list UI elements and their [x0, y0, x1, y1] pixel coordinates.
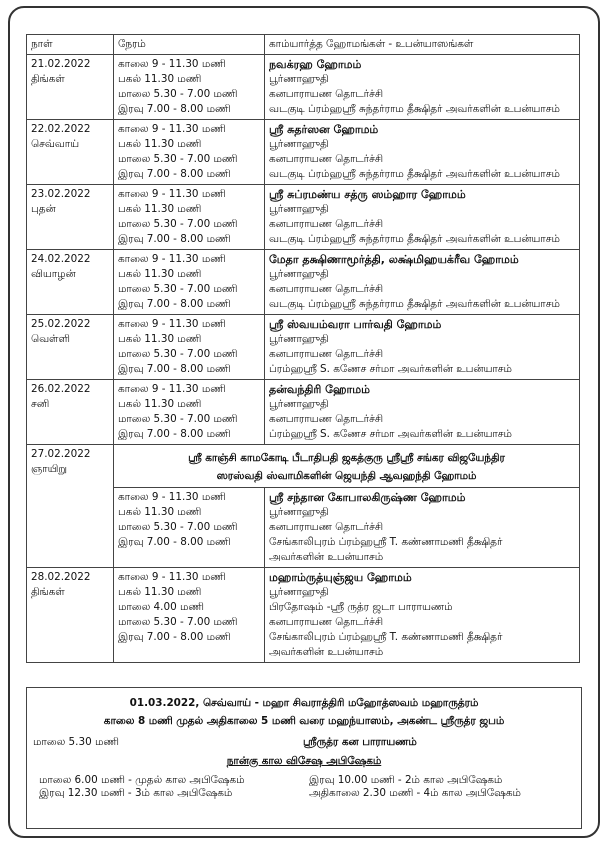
line-text: மாலை 5.30 - 7.00 மணி — [118, 348, 238, 360]
event-cell — [265, 185, 580, 250]
line-text: இரவு 7.00 - 8.00 மணி — [118, 536, 231, 548]
day: திங்கள் — [31, 73, 65, 85]
date-cell — [27, 120, 114, 185]
shivaratri-title: 01.03.2022, செவ்வாய் - மஹா சிவராத்திரி மஹோத்ஸவம் மஹாருத்ரம் — [129, 697, 479, 709]
line-text: மாலை 5.30 - 7.00 மணி — [118, 88, 238, 100]
line-text: பிரதோஷம் -ஸ்ரீ ருத்ர ஜடா பாராயணம் — [269, 601, 453, 613]
time-cell — [114, 120, 265, 185]
line-text: வடகுடி ப்ரம்ஹஸ்ரீ சுந்தர்ராம தீக்ஷிதர் அவர்களின் உபன்யாசம் — [269, 168, 560, 180]
header-time: நேரம் — [114, 35, 265, 55]
line-text: கனபாராயண தொடர்ச்சி — [269, 521, 383, 533]
line-text: இரவு 7.00 - 8.00 மணி — [118, 428, 231, 440]
event-cell — [265, 55, 580, 120]
line-text: அவர்களின் உபன்யாசம் — [269, 551, 384, 563]
table-row — [27, 185, 580, 250]
line-text: பூர்ணாஹுதி — [269, 203, 329, 215]
line-text: காலை 9 - 11.30 மணி — [118, 383, 226, 395]
line-text: மாலை 4.00 மணி — [118, 601, 204, 613]
date-cell — [27, 250, 114, 315]
time-cell — [114, 55, 265, 120]
line-text: இரவு 7.00 - 8.00 மணி — [118, 233, 231, 245]
date-cell — [27, 380, 114, 445]
shivaratri-time: மாலை 5.30 மணி — [33, 736, 119, 748]
date-cell — [27, 185, 114, 250]
date: 21.02.2022 — [31, 58, 91, 70]
line-text: வடகுடி ப்ரம்ஹஸ்ரீ சுந்தர்ராம தீக்ஷிதர் அவர்களின் உபன்யாசம் — [269, 233, 560, 245]
line-text: ஸ்ரீ சுதர்ஸன ஹோமம் — [269, 123, 379, 136]
line-text: காலை 9 - 11.30 மணி — [118, 188, 226, 200]
date: 22.02.2022 — [31, 123, 91, 135]
line-text: பகல் 11.30 மணி — [118, 398, 202, 410]
table-row — [27, 250, 580, 315]
line-text: ஸ்ரீ ஸ்வயம்வரா பார்வதி ஹோமம் — [269, 318, 442, 331]
time-cell — [114, 250, 265, 315]
line-text: இரவு 7.00 - 8.00 மணி — [118, 298, 231, 310]
line-text: பகல் 11.30 மணி — [118, 203, 202, 215]
abhishekam-row-1 — [27, 774, 581, 787]
header-date: நாள் — [27, 35, 114, 55]
line-text: ஸ்ரீ சுப்ரமண்ய சத்ரு ஸம்ஹார ஹோமம் — [269, 188, 466, 201]
shivaratri-event-row — [27, 736, 581, 749]
header-row — [27, 35, 580, 55]
event-cell — [265, 250, 580, 315]
line-text: பகல் 11.30 மணி — [118, 268, 202, 280]
time-cell — [114, 315, 265, 380]
date: 26.02.2022 — [31, 383, 91, 395]
line-text: காலை 9 - 11.30 மணி — [118, 491, 226, 503]
header-events: காம்யார்த்த ஹோமங்கள் - உபன்யாஸங்கள் — [265, 35, 580, 55]
schedule-table — [26, 34, 580, 663]
line-text: சேங்காலிபுரம் ப்ரம்ஹஸ்ரீ T. கண்ணாமணி தீக்ஷிதர் — [269, 536, 503, 548]
line-text: இரவு 7.00 - 8.00 மணி — [118, 168, 231, 180]
line-text: மஹாம்ருத்யுஞ்ஜய ஹோமம் — [269, 571, 412, 584]
note-row — [27, 445, 580, 488]
kalam-1: மாலை 6.00 மணி - முதல் கால அபிஷேகம் — [39, 774, 245, 786]
line-text: சேங்காலிபுரம் ப்ரம்ஹஸ்ரீ T. கண்ணாமணி தீக்ஷிதர் — [269, 631, 503, 643]
line-text: மாலை 5.30 - 7.00 மணி — [118, 283, 238, 295]
line-text: அவர்களின் உபன்யாசம் — [269, 646, 384, 658]
line-text: காலை 9 - 11.30 மணி — [118, 58, 226, 70]
line-text: பகல் 11.30 மணி — [118, 586, 202, 598]
event-cell — [265, 120, 580, 185]
date: 25.02.2022 — [31, 318, 91, 330]
line-text: மாலை 5.30 - 7.00 மணி — [118, 218, 238, 230]
date-cell — [27, 55, 114, 120]
line-text: பூர்ணாஹுதி — [269, 586, 329, 598]
line-text: பூர்ணாஹுதி — [269, 506, 329, 518]
abhishekam-heading: நான்கு கால விசேஷ அபிஷேகம் — [226, 755, 382, 767]
day: ஞாயிறு — [31, 463, 67, 475]
time-cell — [114, 380, 265, 445]
shivaratri-event: ஸ்ரீருத்ர கன பாராயணம் — [303, 736, 417, 748]
table-row — [27, 380, 580, 445]
line-text: பகல் 11.30 மணி — [118, 73, 202, 85]
line-text: மாலை 5.30 - 7.00 மணி — [118, 521, 238, 533]
table-row — [27, 568, 580, 663]
line-text: வடகுடி ப்ரம்ஹஸ்ரீ சுந்தர்ராம தீக்ஷிதர் அவர்களின் உபன்யாசம் — [269, 298, 560, 310]
date: 28.02.2022 — [31, 571, 91, 583]
line-text: பகல் 11.30 மணி — [118, 506, 202, 518]
line-text: பகல் 11.30 மணி — [118, 333, 202, 345]
event-cell — [265, 315, 580, 380]
date-cell — [27, 315, 114, 380]
line-text: ப்ரம்ஹஸ்ரீ S. கணேச சர்மா அவர்களின் உபன்யாசம் — [269, 363, 512, 375]
date-cell — [27, 568, 114, 663]
line-text: பூர்ணாஹுதி — [269, 73, 329, 85]
abhishekam-row-2 — [27, 787, 581, 800]
note-line: ஸரஸ்வதி ஸ்வாமிகளின் ஜெயந்தி ஆவஹந்தி ஹோமம் — [216, 470, 477, 482]
line-text: பூர்ணாஹுதி — [269, 138, 329, 150]
day: திங்கள் — [31, 586, 65, 598]
line-text: காலை 9 - 11.30 மணி — [118, 318, 226, 330]
kalam-3: இரவு 12.30 மணி - 3ம் கால அபிஷேகம் — [39, 787, 233, 799]
day: புதன் — [31, 203, 56, 215]
table-row — [27, 120, 580, 185]
event-cell — [265, 380, 580, 445]
table-row — [27, 315, 580, 380]
date: 23.02.2022 — [31, 188, 91, 200]
day: சனி — [31, 398, 50, 410]
line-text: இரவு 7.00 - 8.00 மணி — [118, 363, 231, 375]
line-text: கனபாராயண தொடர்ச்சி — [269, 413, 383, 425]
line-text: கனபாராயண தொடர்ச்சி — [269, 348, 383, 360]
line-text: மாலை 5.30 - 7.00 மணி — [118, 153, 238, 165]
day: வெள்ளி — [31, 333, 70, 345]
line-text: நவக்ரஹ ஹோமம் — [269, 58, 362, 71]
line-text: வடகுடி ப்ரம்ஹஸ்ரீ சுந்தர்ராம தீக்ஷிதர் அவர்களின் உபன்யாசம் — [269, 103, 560, 115]
time-cell — [114, 568, 265, 663]
event-cell — [265, 488, 580, 568]
line-text: பூர்ணாஹுதி — [269, 268, 329, 280]
line-text: ஸ்ரீ சந்தான கோபாலகிருஷ்ண ஹோமம் — [269, 491, 466, 504]
date-cell — [27, 445, 114, 568]
line-text: பூர்ணாஹுதி — [269, 398, 329, 410]
date: 24.02.2022 — [31, 253, 91, 265]
line-text: காலை 9 - 11.30 மணி — [118, 571, 226, 583]
shivaratri-section — [26, 687, 582, 829]
note-line: ஸ்ரீ காஞ்சி காமகோடி பீடாதிபதி ஜகத்குரு ஸ்ரீஸ்ரீ சங்கர விஜயேந்திர — [188, 452, 505, 464]
jayanti-note — [114, 445, 580, 488]
time-cell — [114, 488, 265, 568]
line-text: கனபாராயண தொடர்ச்சி — [269, 88, 383, 100]
time-cell — [114, 185, 265, 250]
line-text: தன்வந்திரி ஹோமம் — [269, 383, 370, 396]
line-text: மாலை 5.30 - 7.00 மணி — [118, 413, 238, 425]
line-text: கனபாராயண தொடர்ச்சி — [269, 153, 383, 165]
kalam-2: இரவு 10.00 மணி - 2ம் கால அபிஷேகம் — [309, 774, 503, 786]
line-text: மேதா தக்ஷிணாமூர்த்தி, லக்ஷ்மிஹயக்ரீவ ஹோமம் — [269, 253, 519, 266]
line-text: கனபாராயண தொடர்ச்சி — [269, 218, 383, 230]
event-cell — [265, 568, 580, 663]
line-text: இரவு 7.00 - 8.00 மணி — [118, 103, 231, 115]
line-text: மாலை 5.30 - 7.00 மணி — [118, 616, 238, 628]
line-text: கனபாராயண தொடர்ச்சி — [269, 616, 383, 628]
kalam-4: அதிகாலை 2.30 மணி - 4ம் கால அபிஷேகம் — [309, 787, 521, 799]
line-text: காலை 9 - 11.30 மணி — [118, 123, 226, 135]
line-text: பகல் 11.30 மணி — [118, 138, 202, 150]
table-row — [27, 55, 580, 120]
line-text: இரவு 7.00 - 8.00 மணி — [118, 631, 231, 643]
day: வியாழன் — [31, 268, 76, 280]
date: 27.02.2022 — [31, 448, 91, 460]
line-text: காலை 9 - 11.30 மணி — [118, 253, 226, 265]
line-text: பூர்ணாஹுதி — [269, 333, 329, 345]
line-text: ப்ரம்ஹஸ்ரீ S. கணேச சர்மா அவர்களின் உபன்யாசம் — [269, 428, 512, 440]
shivaratri-subtitle: காலை 8 மணி முதல் அதிகாலை 5 மணி வரை மஹந்யாஸம், அகண்ட ஸ்ரீருத்ர ஜபம் — [103, 715, 505, 727]
line-text: கனபாராயண தொடர்ச்சி — [269, 283, 383, 295]
day: செவ்வாய் — [31, 138, 80, 150]
